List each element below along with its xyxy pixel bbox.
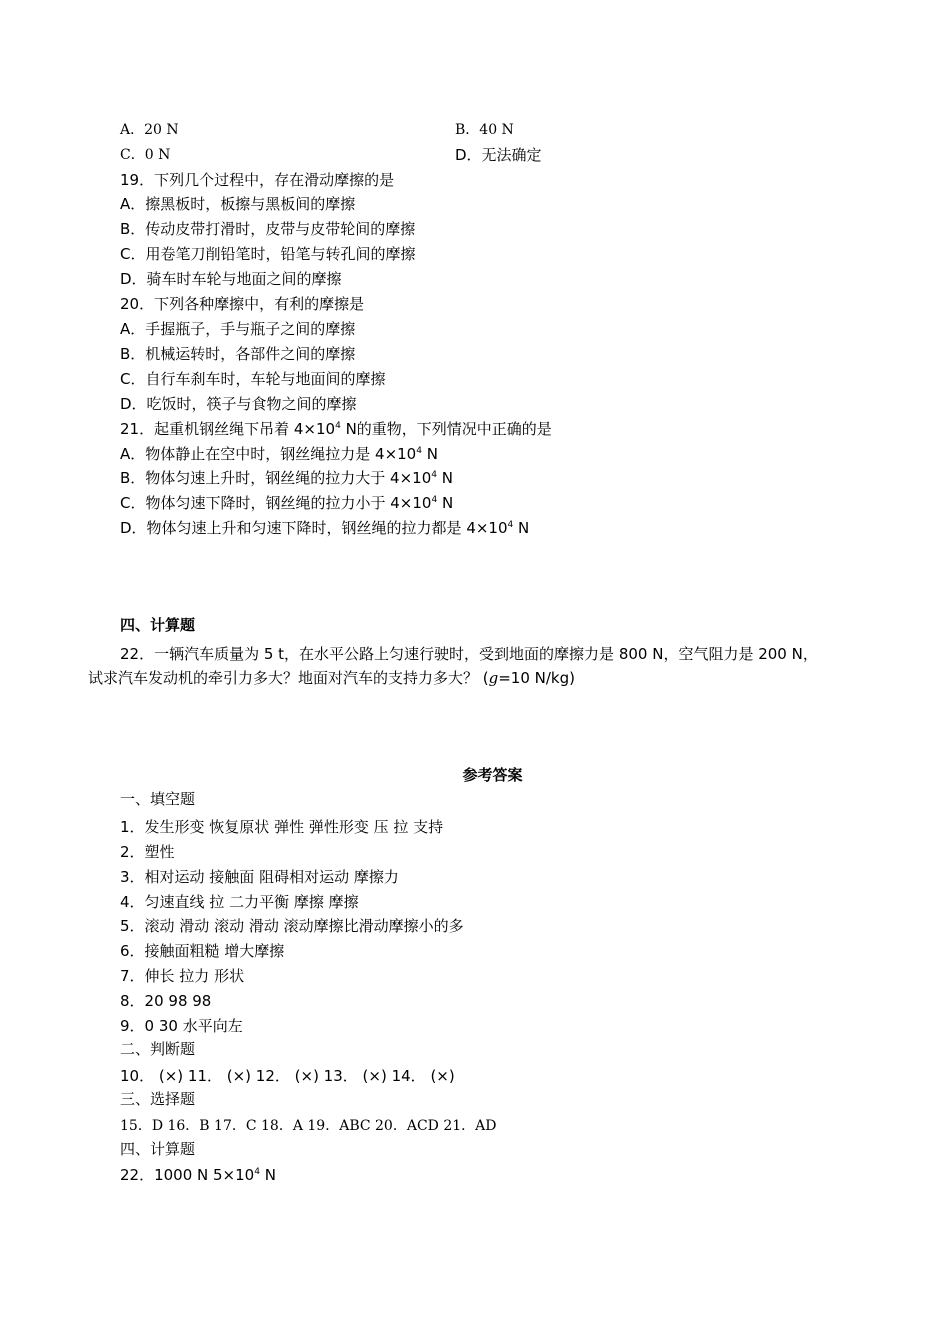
q21-a-text: A．物体静止在空中时，钢丝绳拉力是 4×10 — [120, 445, 417, 463]
q21-c-text: C．物体匀速下降时，钢丝绳的拉力小于 4×10 — [120, 494, 432, 512]
q20-option-b: B．机械运转时，各部件之间的摩擦 — [120, 345, 356, 363]
q18-option-d: D．无法确定 — [455, 146, 542, 164]
q18-option-a: A．20 N — [120, 122, 179, 138]
answer-fill-7: 7．伸长 拉力 形状 — [120, 967, 245, 985]
answers-judge-heading: 二、判断题 — [120, 1040, 196, 1058]
q21-option-a — [120, 443, 438, 465]
answers-judge: 10． (×) 11． (×) 12． (×) 13． (×) 14． (×) — [120, 1067, 455, 1085]
answers-title — [0, 764, 950, 786]
q21-d-unit: N — [513, 519, 530, 537]
q21-b-text: B．物体匀速上升时，钢丝绳的拉力大于 4×10 — [120, 469, 432, 487]
q21-option-b — [120, 467, 453, 489]
q21-d-exponent: 4 — [507, 520, 514, 530]
answers-title-text: 参考答案 — [462, 766, 523, 784]
answer-fill-4: 4．匀速直线 拉 二力平衡 摩擦 摩擦 — [120, 893, 359, 911]
q21-d-text: D．物体匀速上升和匀速下降时，钢丝绳的拉力都是 4×10 — [120, 519, 508, 537]
answers-choice: 15．D 16．B 17．C 18．A 19．ABC 20．ACD 21．AD — [120, 1118, 497, 1134]
q21-c-exponent: 4 — [431, 495, 438, 505]
q20-option-a: A．手握瓶子，手与瓶子之间的摩擦 — [120, 320, 356, 338]
answer-fill-1: 1．发生形变 恢复原状 弹性 弹性形变 压 拉 支持 — [120, 818, 444, 836]
q18-option-b: B．40 N — [455, 122, 514, 138]
answer-fill-2: 2．塑性 — [120, 843, 175, 861]
answer-fill-5: 5．滚动 滑动 滚动 滑动 滚动摩擦比滑动摩擦小的多 — [120, 917, 464, 935]
answers-choice-heading: 三、选择题 — [120, 1090, 196, 1108]
q19-option-b: B．传动皮带打滑时，皮带与皮带轮间的摩擦 — [120, 220, 416, 238]
q21-a-unit: N — [421, 445, 438, 463]
q22-g-symbol: g — [488, 669, 499, 687]
q19-stem: 19．下列几个过程中，存在滑动摩擦的是 — [120, 171, 395, 189]
q21-b-unit: N — [437, 469, 453, 487]
q20-option-d: D．吃饭时，筷子与食物之间的摩擦 — [120, 395, 357, 413]
answers-calc-exponent: 4 — [254, 1167, 260, 1177]
q21-stem-tail: N的重物，下列情况中正确的是 — [340, 420, 552, 438]
q20-option-c: C．自行车刹车时，车轮与地面间的摩擦 — [120, 370, 386, 388]
answer-fill-3: 3．相对运动 接触面 阻碍相对运动 摩擦力 — [120, 868, 399, 886]
q21-a-exponent: 4 — [416, 446, 422, 456]
answer-fill-9: 9．0 30 水平向左 — [120, 1017, 243, 1035]
q18-option-c: C．0 N — [120, 147, 171, 163]
answers-calc-heading: 四、计算题 — [120, 1140, 196, 1158]
answers-calc — [120, 1164, 276, 1186]
q22-line2 — [88, 667, 575, 689]
q21-option-d — [120, 517, 529, 539]
q21-stem — [120, 418, 552, 440]
q20-stem: 20．下列各种摩擦中，有利的摩擦是 — [120, 295, 365, 313]
q19-option-a: A．擦黑板时，板擦与黑板间的摩擦 — [120, 195, 356, 213]
q22-line2-tail: =10 N/kg) — [498, 669, 575, 687]
q21-b-exponent: 4 — [431, 470, 437, 480]
answers-calc-text: 22．1000 N 5×10 — [120, 1166, 255, 1184]
answer-fill-8: 8．20 98 98 — [120, 992, 212, 1010]
answers-calc-unit: N — [259, 1166, 276, 1184]
q21-option-c — [120, 492, 453, 514]
q21-c-unit: N — [437, 494, 454, 512]
q22-line2-text: 试求汽车发动机的牵引力多大？地面对汽车的支持力多大？ ( — [88, 669, 489, 687]
answers-fill-heading: 一、填空题 — [120, 790, 196, 808]
q19-option-c: C．用卷笔刀削铅笔时，铅笔与转孔间的摩擦 — [120, 245, 416, 263]
q21-stem-text: 21．起重机钢丝绳下吊着 4×10 — [120, 420, 336, 438]
q22-line1: 22．一辆汽车质量为 5 t，在水平公路上匀速行驶时，受到地面的摩擦力是 800 N，空气阻力是 200 N， — [120, 645, 818, 663]
answer-fill-6: 6．接触面粗糙 增大摩擦 — [120, 942, 285, 960]
q19-option-d: D．骑车时车轮与地面之间的摩擦 — [120, 270, 342, 288]
section4-heading: 四、计算题 — [120, 616, 196, 634]
q21-stem-exponent: 4 — [335, 421, 341, 431]
